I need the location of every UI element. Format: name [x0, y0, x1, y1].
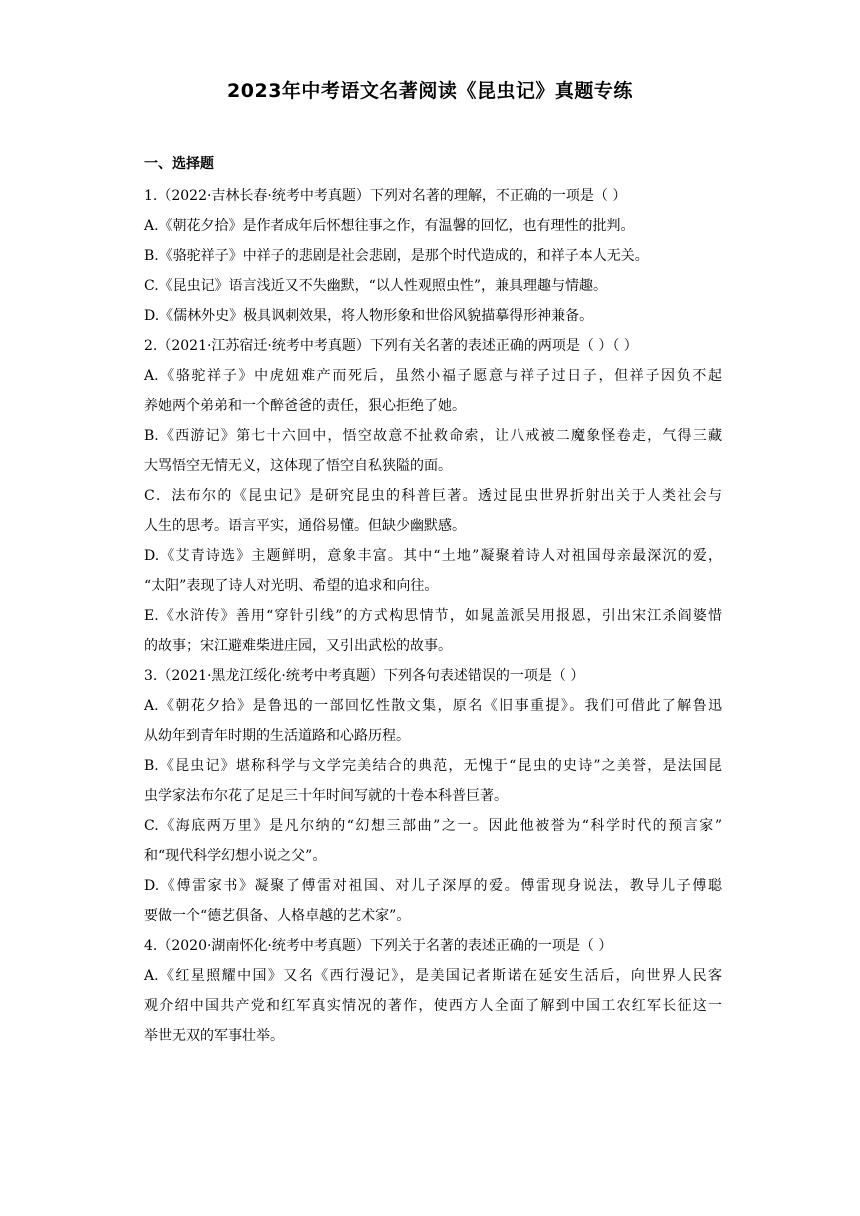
question-3-option-a-line-2: 从幼年到青年时期的生活道路和心路历程。 [144, 728, 410, 744]
question-1-option-b: B.《骆驼祥子》中祥子的悲剧是社会悲剧，是那个时代造成的，和祥子本人无关。 [144, 248, 649, 264]
document-body [144, 152, 722, 1051]
question-1-option-c: C.《昆虫记》语言浅近又不失幽默，“以人性观照虫性”，兼具理趣与情趣。 [144, 278, 607, 294]
question-2-option-e-line-2: 的故事；宋江避难柴进庄园，又引出武松的故事。 [144, 638, 452, 654]
question-4-option-a-line-3: 举世无双的军事壮举。 [144, 1028, 284, 1044]
question-2-option-e-line-1: E.《水浒传》善用“穿针引线”的方式构思情节，如晁盖派吴用报恩，引出宋江杀阎婆惜 [144, 608, 722, 624]
question-2-option-c-line-1: C．法布尔的《昆虫记》是研究昆虫的科普巨著。透过昆虫世界折射出关于人类社会与 [144, 488, 722, 504]
question-3-stem: 3.（2021·黑龙江绥化·统考中考真题）下列各句表述错误的一项是（ ） [144, 668, 585, 684]
question-4-stem: 4.（2020·湖南怀化·统考中考真题）下列关于名著的表述正确的一项是（ ） [144, 938, 613, 954]
question-1-option-a: A.《朝花夕拾》是作者成年后怀想往事之作，有温馨的回忆，也有理性的批判。 [144, 218, 635, 234]
question-2-option-a-line-2: 养她两个弟弟和一个醉爸爸的责任，狠心拒绝了她。 [144, 398, 466, 414]
question-2-option-d-line-1: D.《艾青诗选》主题鲜明，意象丰富。其中“土地”凝聚着诗人对祖国母亲最深沉的爱， [144, 548, 722, 564]
question-1-option-d: D.《儒林外史》极具讽刺效果，将人物形象和世俗风貌描摹得形神兼备。 [144, 308, 594, 324]
question-4-option-a-line-1: A.《红星照耀中国》又名《西行漫记》，是美国记者斯诺在延安生活后，向世界人民客 [144, 968, 722, 984]
question-4-option-a-line-2: 观介绍中国共产党和红军真实情况的著作，使西方人全面了解到中国工农红军长征这一 [144, 998, 722, 1014]
question-3-option-d-line-1: D.《傅雷家书》凝聚了傅雷对祖国、对儿子深厚的爱。傅雷现身说法，教导儿子傅聪 [144, 878, 722, 894]
question-1-stem: 1.（2022·吉林长春·统考中考真题）下列对名著的理解，不正确的一项是（ ） [144, 188, 627, 204]
question-2-option-b-line-2: 大骂悟空无情无义，这体现了悟空自私狭隘的面。 [144, 458, 452, 474]
document-title: 2023年中考语文名著阅读《昆虫记》真题专练 [227, 80, 633, 102]
question-2-stem: 2.（2021·江苏宿迁·统考中考真题）下列有关名著的表述正确的两项是（ ）（ ） [144, 338, 638, 354]
question-3-option-c-line-2: 和“现代科学幻想小说之父”。 [144, 848, 327, 864]
question-2-option-c-line-2: 人生的思考。语言平实，通俗易懂。但缺少幽默感。 [144, 518, 466, 534]
question-3-option-a-line-1: A.《朝花夕拾》是鲁迅的一部回忆性散文集，原名《旧事重提》。我们可借此了解鲁迅 [144, 698, 722, 714]
section-heading: 一、选择题 [144, 156, 214, 172]
question-3-option-b-line-2: 虫学家法布尔花了足足三十年时间写就的十卷本科普巨著。 [144, 788, 508, 804]
question-3-option-d-line-2: 要做一个“德艺俱备、人格卓越的艺术家”。 [144, 908, 411, 924]
question-2-option-d-line-2: “太阳”表现了诗人对光明、希望的追求和向往。 [144, 578, 439, 594]
question-3-option-b-line-1: B.《昆虫记》堪称科学与文学完美结合的典范，无愧于“昆虫的史诗”之美誉，是法国昆 [144, 758, 722, 774]
question-2-option-b-line-1: B.《西游记》第七十六回中，悟空故意不扯救命索，让八戒被二魔象怪卷走，气得三藏 [144, 428, 722, 444]
question-2-option-a-line-1: A.《骆驼祥子》中虎妞难产而死后，虽然小福子愿意与祥子过日子，但祥子因负不起 [144, 368, 722, 384]
question-3-option-c-line-1: C.《海底两万里》是凡尔纳的“幻想三部曲”之一。因此他被誉为“科学时代的预言家” [144, 818, 722, 834]
